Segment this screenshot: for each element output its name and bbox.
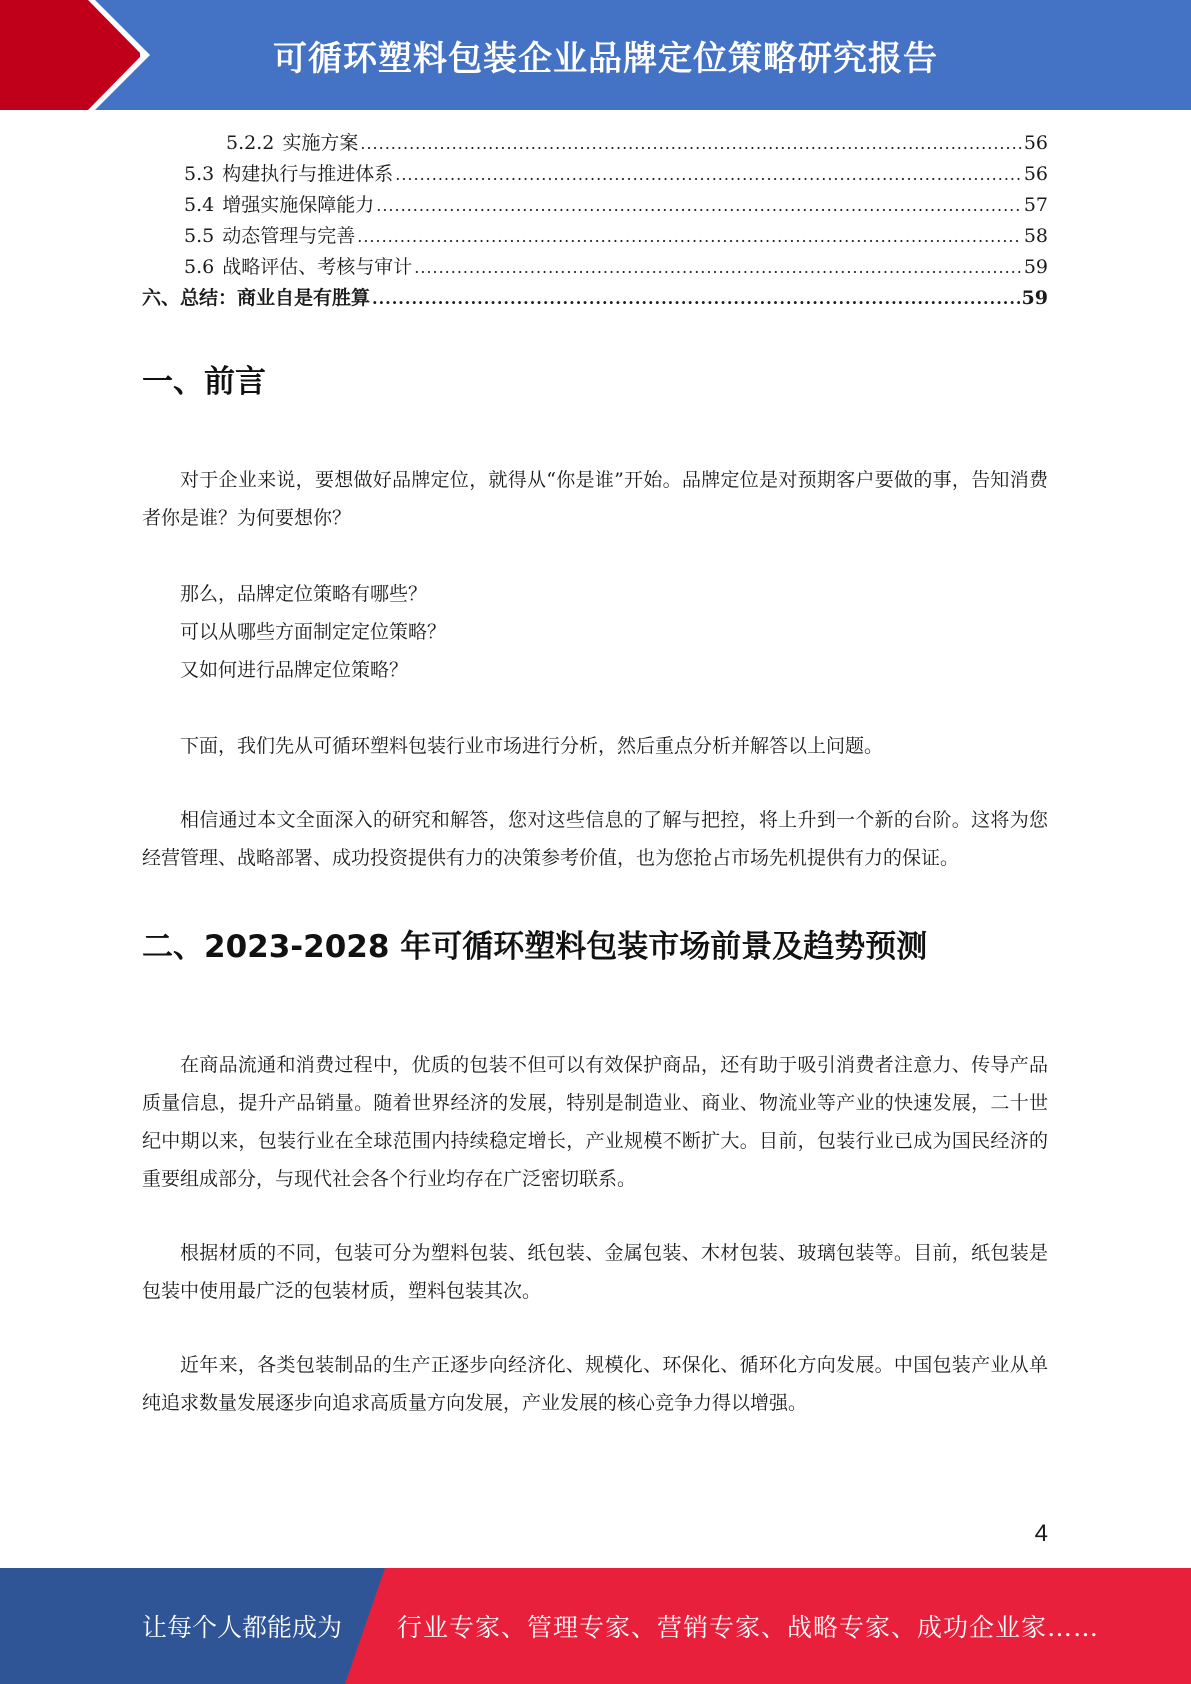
toc-entry-number: 5.5 (184, 225, 215, 247)
toc-entry-title: 动态管理与完善 (222, 225, 356, 247)
toc-entry-title: 增强实施保障能力 (222, 194, 375, 216)
table-of-contents (142, 128, 1048, 314)
page-number: 4 (1034, 1520, 1048, 1547)
toc-entry-page: 58 (1023, 225, 1048, 247)
toc-entry-page: 56 (1023, 132, 1048, 154)
toc-entry-page: 57 (1023, 194, 1048, 216)
toc-entry-number: 5.4 (184, 194, 215, 216)
toc-leader-dots (360, 134, 1021, 153)
toc-entry-page: 56 (1023, 163, 1048, 185)
question-line: 可以从哪些方面制定定位策略？ (180, 621, 447, 643)
section-heading-market-outlook: 二、2023-2028 年可循环塑料包装市场前景及趋势预测 (142, 929, 928, 965)
toc-entry-title: 构建执行与推进体系 (222, 163, 394, 185)
toc-entry-number: 5.3 (184, 163, 215, 185)
footer-slogan-left: 让每个人都能成为 (142, 1613, 343, 1642)
paragraph: 相信通过本文全面深入的研究和解答，您对这些信息的了解与把控，将上升到一个新的台阶。这将为您经营管理、战略部署、成功投资提供有力的决策参考价值，也为您抢占市场先机提供有力的保证。 (142, 809, 1048, 869)
paragraph: 在商品流通和消费过程中，优质的包装不但可以有效保护商品，还有助于吸引消费者注意力、传导产品质量信息，提升产品销量。随着世界经济的发展，特别是制造业、商业、物流业等产业的快速发展，二十世纪中期以来，包装行业在全球范围内持续稳定增长，产业规模不断扩大。目前，包装行业已成为国民经济的重要组成部分，与现代社会各个行业均存在广泛密切联系。 (142, 1054, 1048, 1190)
page-footer (0, 1568, 1191, 1684)
toc-entry-number: 5.6 (184, 256, 215, 278)
toc-entry[interactable] (142, 190, 1048, 221)
paragraph: 对于企业来说，要想做好品牌定位，就得从“你是谁”开始。品牌定位是对预期客户要做的事，告知消费者你是谁？为何要想你？ (142, 469, 1048, 529)
toc-leader-dots (357, 227, 1022, 246)
toc-entry[interactable] (142, 128, 1048, 159)
toc-entry-title: 实施方案 (282, 132, 359, 154)
toc-entry-page: 59 (1023, 256, 1048, 278)
toc-entry[interactable] (142, 221, 1048, 252)
toc-entry-page: 59 (1021, 287, 1048, 309)
toc-entry-title: 六、总结：商业自是有胜算 (142, 287, 371, 309)
toc-entry[interactable] (142, 283, 1048, 314)
document-body (142, 356, 1048, 1422)
toc-entry-number: 5.2.2 (226, 132, 275, 154)
paragraph: 近年来，各类包装制品的生产正逐步向经济化、规模化、环保化、循环化方向发展。中国包装产业从单纯追求数量发展逐步向追求高质量方向发展，产业发展的核心竞争力得以增强。 (142, 1354, 1048, 1414)
toc-entry[interactable] (142, 159, 1048, 190)
toc-entry-title: 战略评估、考核与审计 (222, 256, 413, 278)
toc-leader-dots (414, 258, 1022, 277)
footer-slogan-right: 行业专家、管理专家、营销专家、战略专家、成功企业家…… (397, 1613, 1100, 1642)
toc-leader-dots (376, 196, 1022, 215)
page-header (0, 0, 1191, 110)
toc-leader-dots (372, 289, 1020, 308)
paragraph: 下面，我们先从可循环塑料包装行业市场进行分析，然后重点分析并解答以上问题。 (180, 735, 884, 757)
toc-entry[interactable] (142, 252, 1048, 283)
section-heading-preface: 一、前言 (142, 364, 266, 400)
report-title: 可循环塑料包装企业品牌定位策略研究报告 (273, 38, 938, 79)
question-line: 那么，品牌定位策略有哪些？ (180, 583, 428, 605)
toc-leader-dots (395, 165, 1022, 184)
paragraph: 根据材质的不同，包装可分为塑料包装、纸包装、金属包装、木材包装、玻璃包装等。目前，纸包装是包装中使用最广泛的包装材质，塑料包装其次。 (142, 1242, 1048, 1302)
question-line: 又如何进行品牌定位策略？ (180, 659, 409, 681)
